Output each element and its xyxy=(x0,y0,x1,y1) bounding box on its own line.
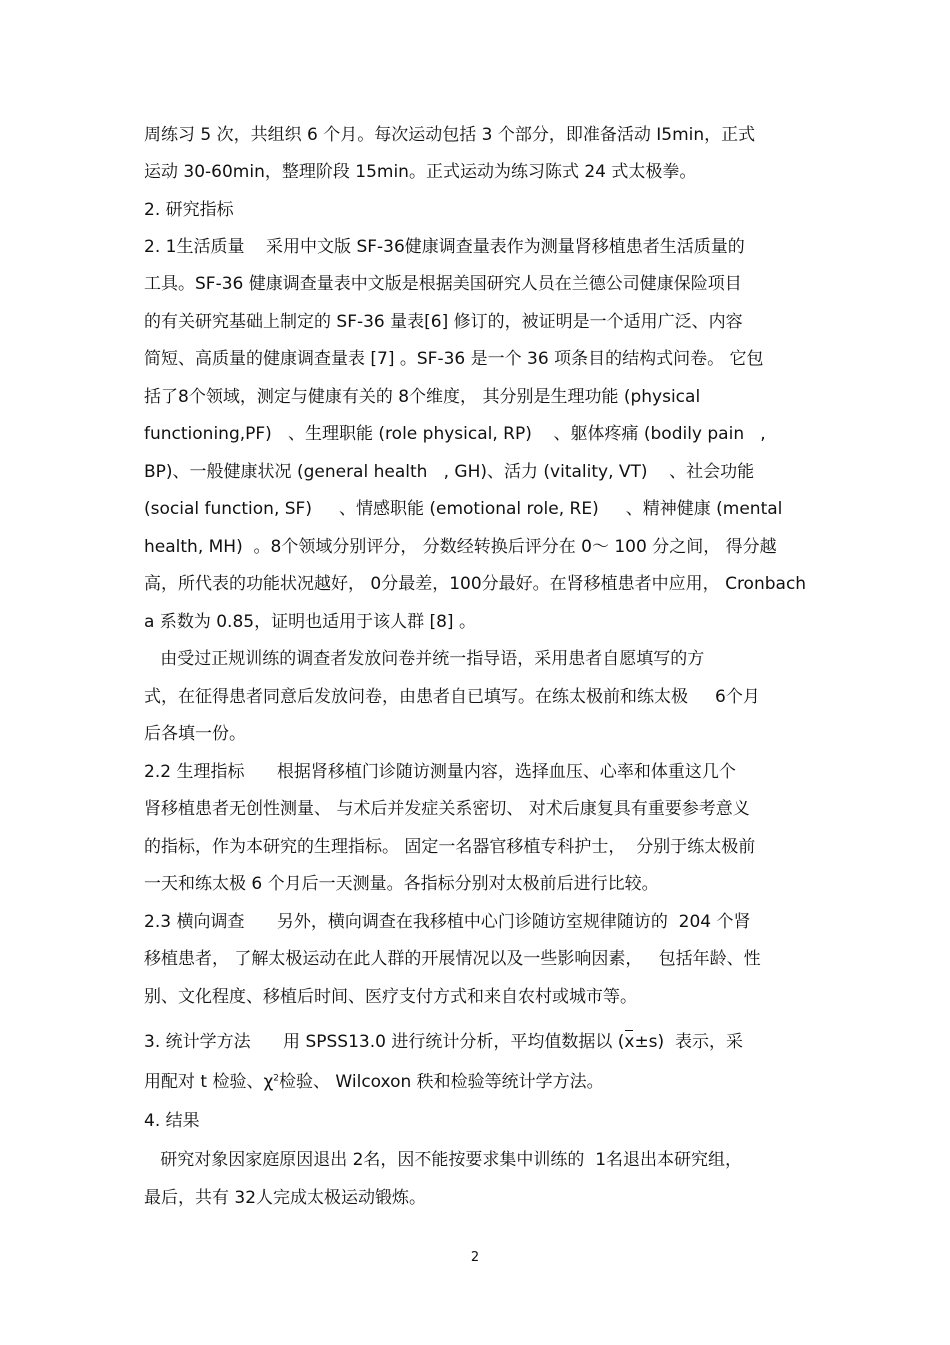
chi-square-superscript: 2 xyxy=(273,1073,280,1084)
text-line: 最后，共有 32人完成太极运动锻炼。 xyxy=(144,1188,427,1208)
text-line: functioning,PF) 、生理职能 (role physical, RP) 、躯体疼痛 (bodily pain , xyxy=(144,424,766,444)
stats-text-before: 3. 统计学方法 用 SPSS13.0 进行统计分析，平均值数据以 ( xyxy=(144,1032,625,1052)
text-line: 后各填一份。 xyxy=(144,724,246,744)
text-line: 的指标，作为本研究的生理指标。 固定一名器官移植专科护士， 分别于练太极前 xyxy=(144,837,756,857)
text-line: 2.2 生理指标 根据肾移植门诊随访测量内容，选择血压、心率和体重这几个 xyxy=(144,762,736,782)
text-line: 括了8个领域，测定与健康有关的 8个维度， 其分别是生理功能 (physical xyxy=(144,387,701,407)
text-line: 由受过正规训练的调查者发放问卷并统一指导语，采用患者自愿填写的方 xyxy=(144,649,705,669)
text-line: 2. 1生活质量 采用中文版 SF-36健康调查量表作为测量肾移植患者生活质量的 xyxy=(144,237,745,257)
text-line: 高，所代表的功能状况越好， 0分最差，100分最好。在肾移植患者中应用， Cronbach xyxy=(144,574,807,594)
text-line: 一天和练太极 6 个月后一天测量。各指标分别对太极前后进行比较。 xyxy=(144,874,659,894)
stats-text-after: ±s) 表示，采 xyxy=(634,1032,743,1052)
text-line: 别、文化程度、移植后时间、医疗支付方式和来自农村或城市等。 xyxy=(144,987,637,1007)
text-line: 肾移植患者无创性测量、 与术后并发症关系密切、 对术后康复具有重要参考意义 xyxy=(144,799,750,819)
page-number: 2 xyxy=(470,1250,480,1265)
text-line: 工具。SF-36 健康调查量表中文版是根据美国研究人员在兰德公司健康保险项目 xyxy=(144,274,742,294)
mean-x-bar: x xyxy=(624,1032,635,1052)
text-line: health, MH) 。8个领域分别评分， 分数经转换后评分在 0～ 100 分之间， 得分越 xyxy=(144,537,777,557)
text-line: 移植患者， 了解太极运动在此人群的开展情况以及一些影响因素， 包括年龄、性 xyxy=(144,949,761,969)
stats-line xyxy=(144,1071,604,1093)
text-line: 式，在征得患者同意后发放问卷，由患者自已填写。在练太极前和练太极 6个月 xyxy=(144,687,760,707)
stats-line xyxy=(144,1031,743,1053)
section-heading: 2. 研究指标 xyxy=(144,200,234,220)
text-line: 运动 30-60min，整理阶段 15min。正式运动为练习陈式 24 式太极拳。 xyxy=(144,162,697,182)
text-line: 2.3 横向调查 另外，横向调查在我移植中心门诊随访室规律随访的 204 个肾 xyxy=(144,912,751,932)
text-line: 周练习 5 次，共组织 6 个月。每次运动包括 3 个部分，即准备活动 I5min，正式 xyxy=(144,125,756,145)
text-line: (social function, SF) 、情感职能 (emotional role, RE) 、精神健康 (mental xyxy=(144,499,783,519)
text-line: BP)、一般健康状况 (general health , GH)、活力 (vitality, VT) 、社会功能 xyxy=(144,462,755,482)
stats-text-before: 用配对 t 检验、χ xyxy=(144,1072,274,1092)
text-line: a 系数为 0.85，证明也适用于该人群 [8] 。 xyxy=(144,612,476,632)
text-line: 研究对象因家庭原因退出 2名，因不能按要求集中训练的 1名退出本研究组， xyxy=(144,1150,743,1170)
text-line: 简短、高质量的健康调查量表 [7] 。SF-36 是一个 36 项条目的结构式问卷。 它包 xyxy=(144,349,764,369)
stats-text-after: 检验、 Wilcoxon 秩和检验等统计学方法。 xyxy=(279,1072,604,1092)
text-line: 的有关研究基础上制定的 SF-36 量表[6] 修订的，被证明是一个适用广泛、内容 xyxy=(144,312,743,332)
results-heading: 4. 结果 xyxy=(144,1111,200,1131)
